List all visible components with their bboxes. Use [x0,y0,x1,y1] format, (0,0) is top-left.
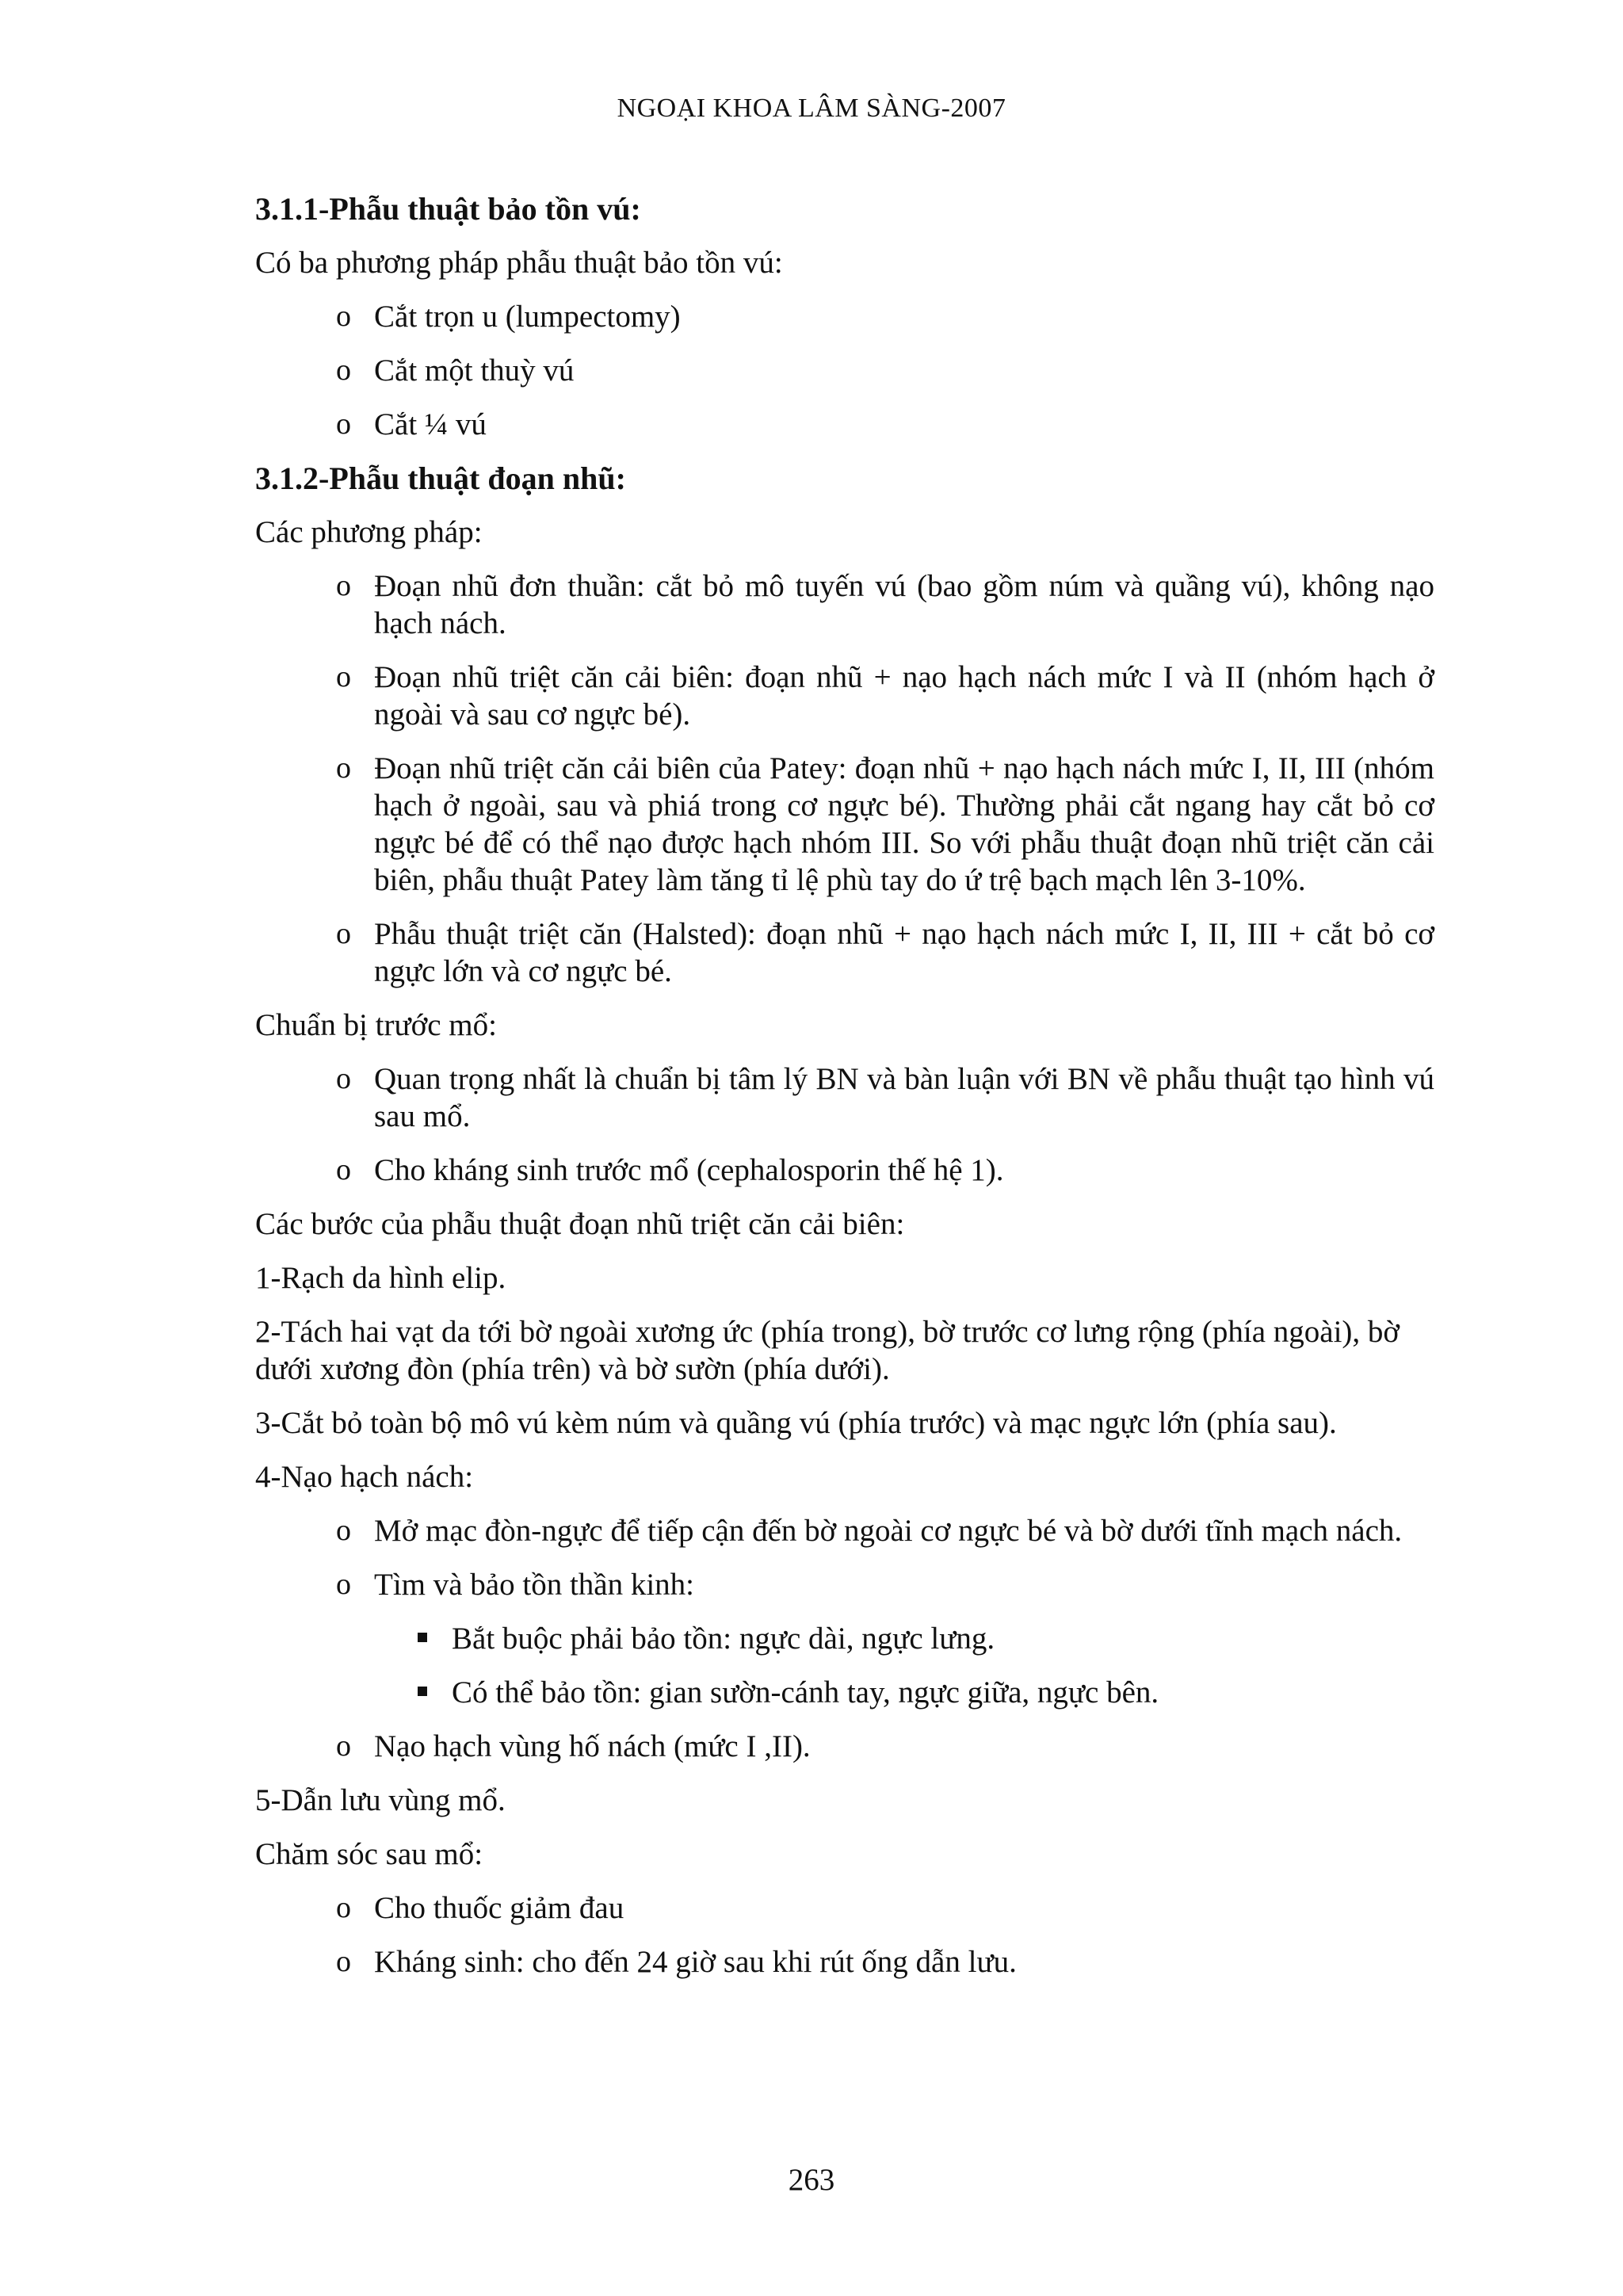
list-item: o Đoạn nhũ triệt căn cải biên của Patey: đoạn nhũ + nạo hạch nách mức I, II, III (nhóm hạch ở ngoài, sau và phiá trong cơ ngực bé). Thường phải cắt ngang hay cắt bỏ cơ ngực bé để có thể nạo được hạch nhóm III. So với phẫu thuật đoạn nhũ triệt căn cải biên, phẫu thuật Patey làm tăng tỉ lệ phù tay do ứ trệ bạch mạch lên 3-10%. [336,751,1434,897]
square-bullet-icon [418,1633,427,1642]
paragraph: 5-Dẫn lưu vùng mổ. [255,1783,506,1817]
circle-bullet-icon: o [336,353,351,387]
paragraph: Có ba phương pháp phẫu thuật bảo tồn vú: [255,246,783,280]
sub-list-item: Có thể bảo tồn: gian sườn-cánh tay, ngực giữa, ngực bên. [255,1674,1434,1711]
paragraph: 1-Rạch da hình elip. [255,1261,506,1295]
list-item: o Kháng sinh: cho đến 24 giờ sau khi rút ống dẫn lưu. [336,1945,1017,1979]
circle-bullet-icon: o [336,751,351,785]
paragraph: Các bước của phẫu thuật đoạn nhũ triệt căn cải biên: [255,1207,905,1241]
list-item: o Cắt ¼ vú [336,407,487,441]
list-item: o Cắt trọn u (lumpectomy) [336,300,681,334]
list-item: o Mở mạc đòn-ngực để tiếp cận đến bờ ngoài cơ ngực bé và bờ dưới tĩnh mạch nách. [336,1514,1403,1548]
circle-bullet-icon: o [336,1945,351,1978]
paragraph: 3-Cắt bỏ toàn bộ mô vú kèm núm và quầng vú (phía trước) và mạc ngực lớn (phía sau). [255,1406,1337,1440]
circle-bullet-icon: o [336,407,351,441]
square-bullet-icon [418,1687,427,1696]
sub-list-item: Bắt buộc phải bảo tồn: ngực dài, ngực lưng. [255,1620,1434,1657]
list-item: o Cho kháng sinh trước mổ (cephalosporin thế hệ 1). [336,1153,1004,1187]
list-item: o Cho thuốc giảm đau [336,1891,624,1925]
circle-bullet-icon: o [336,1153,351,1186]
list-item: o Phẫu thuật triệt căn (Halsted): đoạn nhũ + nạo hạch nách mức I, II, III + cắt bỏ cơ ngực lớn và cơ ngực bé. [336,917,1434,988]
list-item: o Đoạn nhũ triệt căn cải biên: đoạn nhũ + nạo hạch nách mức I và II (nhóm hạch ở ngoài và sau cơ ngực bé). [336,660,1434,732]
list-item: o Nạo hạch vùng hố nách (mức I ,II). [336,1729,811,1763]
list-item: o Đoạn nhũ đơn thuần: cắt bỏ mô tuyến vú (bao gồm núm và quầng vú), không nạo hạch nách. [336,569,1434,640]
list-item: o Tìm và bảo tồn thần kinh: [336,1568,695,1602]
list-item: o Cắt một thuỳ vú [336,353,575,388]
circle-bullet-icon: o [336,1514,351,1547]
page-number: 263 [788,2163,835,2197]
circle-bullet-icon: o [336,569,351,602]
paragraph: Chăm sóc sau mổ: [255,1837,483,1871]
section-heading-3-1-1: 3.1.1-Phẫu thuật bảo tồn vú: [255,191,641,227]
paragraph: 2-Tách hai vạt da tới bờ ngoài xương ức (phía trong), bờ trước cơ lưng rộng (phía ngoài), bờ dưới xương đòn (phía trên) và bờ sườn (phía dưới). [255,1315,1400,1386]
section-heading-3-1-2: 3.1.2-Phẫu thuật đoạn nhũ: [255,460,626,496]
paragraph: Các phương pháp: [255,515,483,549]
circle-bullet-icon: o [336,660,351,693]
paragraph: Chuẩn bị trước mổ: [255,1008,497,1042]
page-body [255,190,1434,1997]
circle-bullet-icon: o [336,1568,351,1601]
circle-bullet-icon: o [336,1062,351,1095]
list-item: o Quan trọng nhất là chuẩn bị tâm lý BN và bàn luận với BN về phẫu thuật tạo hình vú sau mổ. [336,1062,1434,1133]
circle-bullet-icon: o [336,917,351,950]
paragraph: 4-Nạo hạch nách: [255,1460,474,1494]
circle-bullet-icon: o [336,1891,351,1924]
circle-bullet-icon: o [336,300,351,333]
running-header: NGOẠI KHOA LÂM SÀNG-2007 [617,94,1006,123]
circle-bullet-icon: o [336,1729,351,1763]
